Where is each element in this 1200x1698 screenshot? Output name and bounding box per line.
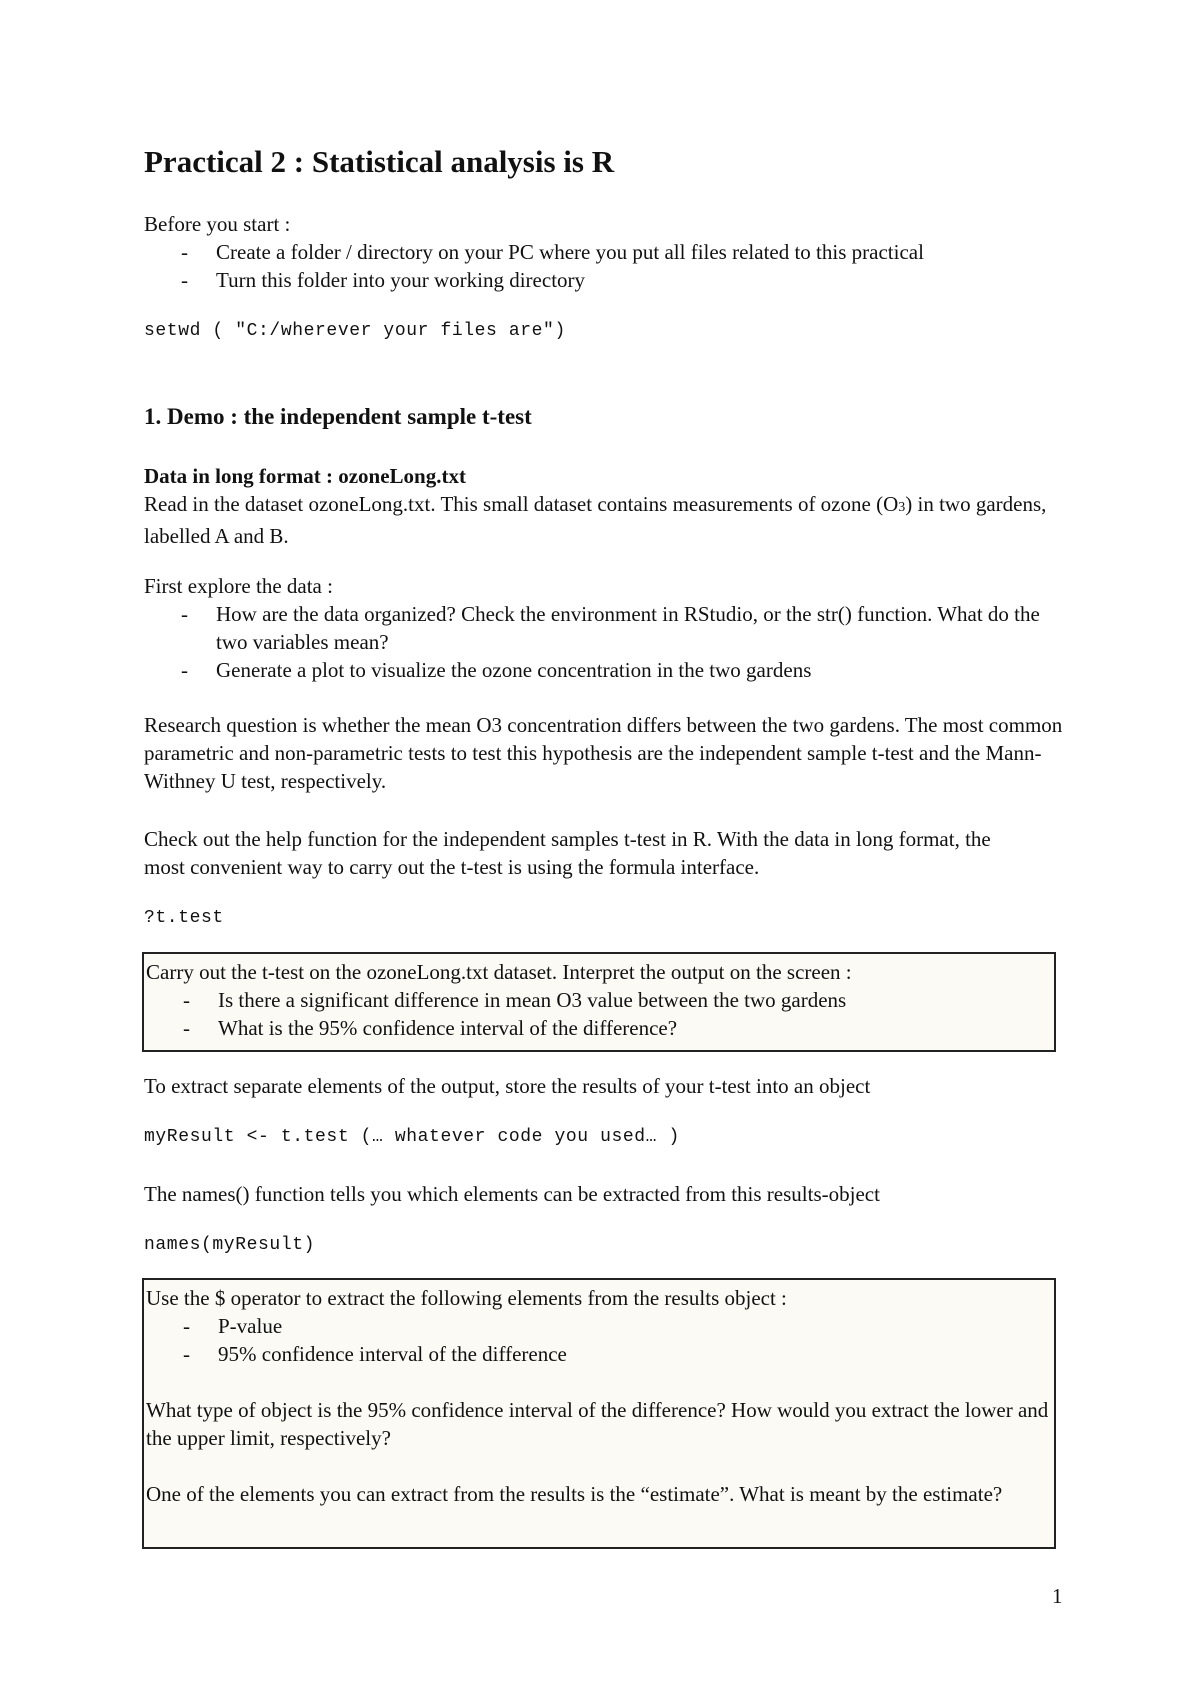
list-item: - How are the data organized? Check the environment in RStudio, or the str() function. What do the two variables mean? bbox=[144, 600, 1074, 656]
help-text: Check out the help function for the independent samples t-test in R. With the data in long format, the most convenient way to carry out the t-test is using the formula interface. bbox=[144, 827, 991, 879]
before-start-lead: Before you start : bbox=[144, 212, 291, 236]
dataset-description: Read in the dataset ozoneLong.txt. This small dataset contains measurements of ozone (O3) in two gardens, labelled A and B. bbox=[144, 492, 1047, 548]
names-text: The names() function tells you which elements can be extracted from this results-object bbox=[144, 1182, 880, 1206]
explore-lead: First explore the data : bbox=[144, 574, 333, 598]
page-title: Practical 2 : Statistical analysis is R bbox=[144, 144, 615, 179]
data-intro bbox=[144, 462, 1074, 550]
setup-list bbox=[144, 238, 1074, 294]
code-names: names(myResult) bbox=[144, 1235, 316, 1255]
task-box-extract bbox=[142, 1278, 1056, 1549]
explore-list bbox=[144, 600, 1074, 684]
explore-section bbox=[144, 572, 1074, 684]
code-help: ?t.test bbox=[144, 908, 224, 928]
task-box-ttest bbox=[142, 952, 1056, 1052]
page-number: 1 bbox=[1052, 1584, 1063, 1608]
task-box-lead: Use the $ operator to extract the following elements from the results object : bbox=[146, 1286, 787, 1310]
task-question: What type of object is the 95% confidence interval of the difference? How would you extract the lower and the upper limit, respectively? bbox=[146, 1398, 1049, 1450]
list-item: - Generate a plot to visualize the ozone concentration in the two gardens bbox=[144, 656, 1074, 684]
list-item: - 95% confidence interval of the difference bbox=[146, 1340, 1052, 1368]
section-heading: 1. Demo : the independent sample t-test bbox=[144, 404, 532, 429]
list-item: - Is there a significant difference in mean O3 value between the two gardens bbox=[146, 986, 1052, 1014]
extract-text: To extract separate elements of the output, store the results of your t-test into an object bbox=[144, 1074, 871, 1098]
research-question: Research question is whether the mean O3 concentration differs between the two gardens. The most common parametric and non-parametric tests to test this hypothesis are the independent sample t-test and the Mann-Withney U test, respectively. bbox=[144, 713, 1063, 793]
task-box-list bbox=[146, 986, 1052, 1042]
list-item: - What is the 95% confidence interval of the difference? bbox=[146, 1014, 1052, 1042]
list-item: - P-value bbox=[146, 1312, 1052, 1340]
task-question: One of the elements you can extract from the results is the “estimate”. What is meant by the estimate? bbox=[146, 1482, 1003, 1506]
before-start-section bbox=[144, 210, 1074, 294]
task-box-lead: Carry out the t-test on the ozoneLong.txt dataset. Interpret the output on the screen : bbox=[146, 960, 852, 984]
data-subheading: Data in long format : ozoneLong.txt bbox=[144, 464, 466, 488]
task-box-list bbox=[146, 1312, 1052, 1368]
code-setwd: setwd ( "C:/wherever your files are") bbox=[144, 321, 566, 341]
list-item: - Turn this folder into your working directory bbox=[144, 266, 1074, 294]
code-myresult: myResult <- t.test (… whatever code you used… ) bbox=[144, 1127, 680, 1147]
list-item: - Create a folder / directory on your PC where you put all files related to this practical bbox=[144, 238, 1074, 266]
